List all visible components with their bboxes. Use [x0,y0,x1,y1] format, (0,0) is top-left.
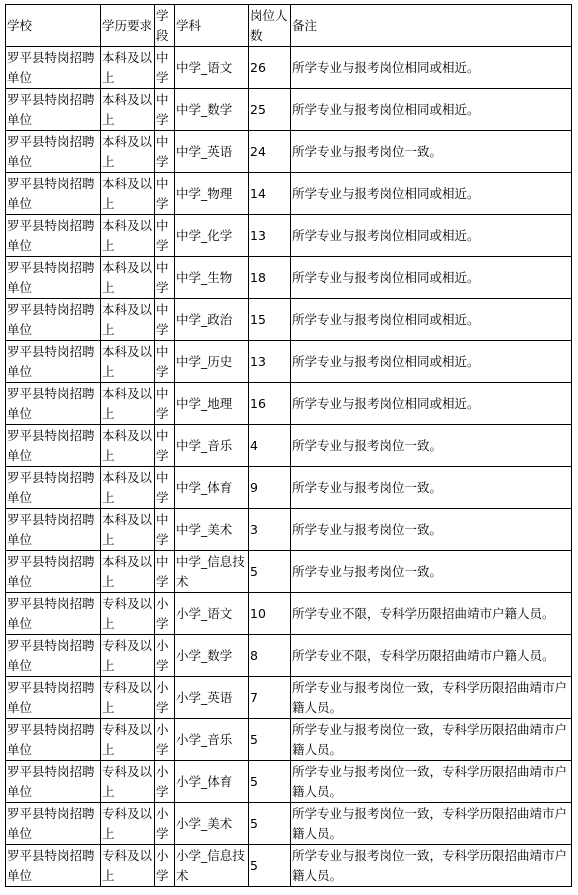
cell-subject: 中学_英语 [175,131,249,173]
recruitment-table [5,4,572,887]
cell-count: 24 [249,131,291,173]
cell-count: 5 [249,551,291,593]
cell-subject: 中学_地理 [175,383,249,425]
table-row [6,635,572,677]
cell-count: 3 [249,509,291,551]
table-row [6,47,572,89]
table-row [6,467,572,509]
cell-subject: 小学_英语 [175,677,249,719]
cell-school: 罗平县特岗招聘单位 [6,383,101,425]
cell-notes: 所学专业不限，专科学历限招曲靖市户籍人员。 [291,635,572,677]
cell-count: 16 [249,383,291,425]
cell-count: 4 [249,425,291,467]
cell-education: 本科及以上 [101,47,155,89]
cell-school: 罗平县特岗招聘单位 [6,47,101,89]
cell-school: 罗平县特岗招聘单位 [6,635,101,677]
cell-notes: 所学专业与报考岗位相同或相近。 [291,341,572,383]
cell-subject: 小学_语文 [175,593,249,635]
table-row [6,215,572,257]
cell-stage: 小学 [155,593,175,635]
cell-notes: 所学专业与报考岗位相同或相近。 [291,47,572,89]
cell-education: 本科及以上 [101,257,155,299]
cell-stage: 小学 [155,845,175,887]
cell-school: 罗平县特岗招聘单位 [6,761,101,803]
cell-stage: 小学 [155,719,175,761]
header-stage: 学段 [155,5,175,47]
cell-education: 本科及以上 [101,299,155,341]
cell-notes: 所学专业与报考岗位一致。 [291,425,572,467]
cell-school: 罗平县特岗招聘单位 [6,551,101,593]
cell-stage: 中学 [155,551,175,593]
table-row [6,845,572,887]
cell-stage: 中学 [155,467,175,509]
cell-notes: 所学专业与报考岗位一致。 [291,509,572,551]
cell-subject: 中学_化学 [175,215,249,257]
table-row [6,89,572,131]
cell-subject: 小学_数学 [175,635,249,677]
cell-school: 罗平县特岗招聘单位 [6,677,101,719]
table-row [6,551,572,593]
cell-education: 本科及以上 [101,467,155,509]
cell-education: 本科及以上 [101,89,155,131]
header-school: 学校 [6,5,101,47]
cell-count: 13 [249,341,291,383]
cell-notes: 所学专业不限，专科学历限招曲靖市户籍人员。 [291,593,572,635]
cell-notes: 所学专业与报考岗位一致。 [291,551,572,593]
table-row [6,719,572,761]
cell-count: 10 [249,593,291,635]
cell-education: 专科及以上 [101,677,155,719]
cell-school: 罗平县特岗招聘单位 [6,593,101,635]
cell-school: 罗平县特岗招聘单位 [6,341,101,383]
cell-subject: 小学_音乐 [175,719,249,761]
cell-notes: 所学专业与报考岗位一致。 [291,131,572,173]
cell-stage: 中学 [155,257,175,299]
table-row [6,299,572,341]
cell-stage: 小学 [155,761,175,803]
cell-notes: 所学专业与报考岗位一致，专科学历限招曲靖市户籍人员。 [291,845,572,887]
cell-stage: 中学 [155,47,175,89]
table-row [6,257,572,299]
cell-education: 专科及以上 [101,635,155,677]
cell-count: 5 [249,803,291,845]
cell-stage: 中学 [155,131,175,173]
cell-notes: 所学专业与报考岗位相同或相近。 [291,173,572,215]
recruitment-table-container [5,4,572,887]
cell-count: 13 [249,215,291,257]
table-row [6,341,572,383]
cell-school: 罗平县特岗招聘单位 [6,257,101,299]
cell-subject: 小学_信息技术 [175,845,249,887]
header-subject: 学科 [175,5,249,47]
cell-stage: 中学 [155,341,175,383]
cell-subject: 小学_体育 [175,761,249,803]
cell-count: 5 [249,719,291,761]
cell-education: 本科及以上 [101,341,155,383]
cell-count: 25 [249,89,291,131]
cell-school: 罗平县特岗招聘单位 [6,467,101,509]
cell-school: 罗平县特岗招聘单位 [6,89,101,131]
table-row [6,383,572,425]
table-row [6,131,572,173]
cell-subject: 中学_信息技术 [175,551,249,593]
table-row [6,425,572,467]
cell-stage: 中学 [155,509,175,551]
cell-subject: 中学_音乐 [175,425,249,467]
cell-notes: 所学专业与报考岗位一致，专科学历限招曲靖市户籍人员。 [291,761,572,803]
cell-count: 26 [249,47,291,89]
cell-notes: 所学专业与报考岗位相同或相近。 [291,383,572,425]
cell-education: 专科及以上 [101,719,155,761]
header-notes: 备注 [291,5,572,47]
cell-subject: 中学_物理 [175,173,249,215]
cell-count: 5 [249,845,291,887]
cell-school: 罗平县特岗招聘单位 [6,509,101,551]
cell-education: 本科及以上 [101,383,155,425]
header-row [6,5,572,47]
cell-stage: 小学 [155,803,175,845]
cell-count: 8 [249,635,291,677]
cell-notes: 所学专业与报考岗位相同或相近。 [291,299,572,341]
cell-education: 本科及以上 [101,551,155,593]
table-row [6,761,572,803]
cell-count: 5 [249,761,291,803]
table-row [6,677,572,719]
cell-stage: 中学 [155,173,175,215]
cell-count: 7 [249,677,291,719]
cell-stage: 中学 [155,299,175,341]
cell-school: 罗平县特岗招聘单位 [6,803,101,845]
cell-subject: 中学_生物 [175,257,249,299]
cell-count: 14 [249,173,291,215]
cell-school: 罗平县特岗招聘单位 [6,173,101,215]
cell-school: 罗平县特岗招聘单位 [6,845,101,887]
cell-notes: 所学专业与报考岗位一致，专科学历限招曲靖市户籍人员。 [291,719,572,761]
cell-education: 专科及以上 [101,845,155,887]
cell-stage: 中学 [155,89,175,131]
table-row [6,509,572,551]
cell-school: 罗平县特岗招聘单位 [6,425,101,467]
cell-notes: 所学专业与报考岗位一致，专科学历限招曲靖市户籍人员。 [291,803,572,845]
cell-stage: 中学 [155,383,175,425]
cell-stage: 小学 [155,677,175,719]
cell-school: 罗平县特岗招聘单位 [6,131,101,173]
cell-count: 9 [249,467,291,509]
cell-notes: 所学专业与报考岗位相同或相近。 [291,257,572,299]
cell-notes: 所学专业与报考岗位一致。 [291,467,572,509]
cell-education: 专科及以上 [101,803,155,845]
cell-school: 罗平县特岗招聘单位 [6,299,101,341]
cell-notes: 所学专业与报考岗位相同或相近。 [291,215,572,257]
cell-subject: 中学_历史 [175,341,249,383]
cell-school: 罗平县特岗招聘单位 [6,215,101,257]
cell-education: 本科及以上 [101,425,155,467]
table-row [6,173,572,215]
cell-school: 罗平县特岗招聘单位 [6,719,101,761]
header-count: 岗位人数 [249,5,291,47]
cell-subject: 中学_美术 [175,509,249,551]
cell-subject: 中学_语文 [175,47,249,89]
cell-count: 18 [249,257,291,299]
table-row [6,803,572,845]
cell-subject: 小学_美术 [175,803,249,845]
cell-education: 本科及以上 [101,131,155,173]
cell-education: 本科及以上 [101,509,155,551]
cell-education: 专科及以上 [101,761,155,803]
table-body [6,5,572,887]
cell-stage: 中学 [155,425,175,467]
cell-notes: 所学专业与报考岗位一致，专科学历限招曲靖市户籍人员。 [291,677,572,719]
cell-count: 15 [249,299,291,341]
cell-education: 本科及以上 [101,215,155,257]
table-row [6,593,572,635]
cell-subject: 中学_体育 [175,467,249,509]
cell-education: 本科及以上 [101,173,155,215]
cell-subject: 中学_数学 [175,89,249,131]
cell-education: 专科及以上 [101,593,155,635]
cell-notes: 所学专业与报考岗位相同或相近。 [291,89,572,131]
header-education: 学历要求 [101,5,155,47]
cell-stage: 小学 [155,635,175,677]
cell-stage: 中学 [155,215,175,257]
cell-subject: 中学_政治 [175,299,249,341]
